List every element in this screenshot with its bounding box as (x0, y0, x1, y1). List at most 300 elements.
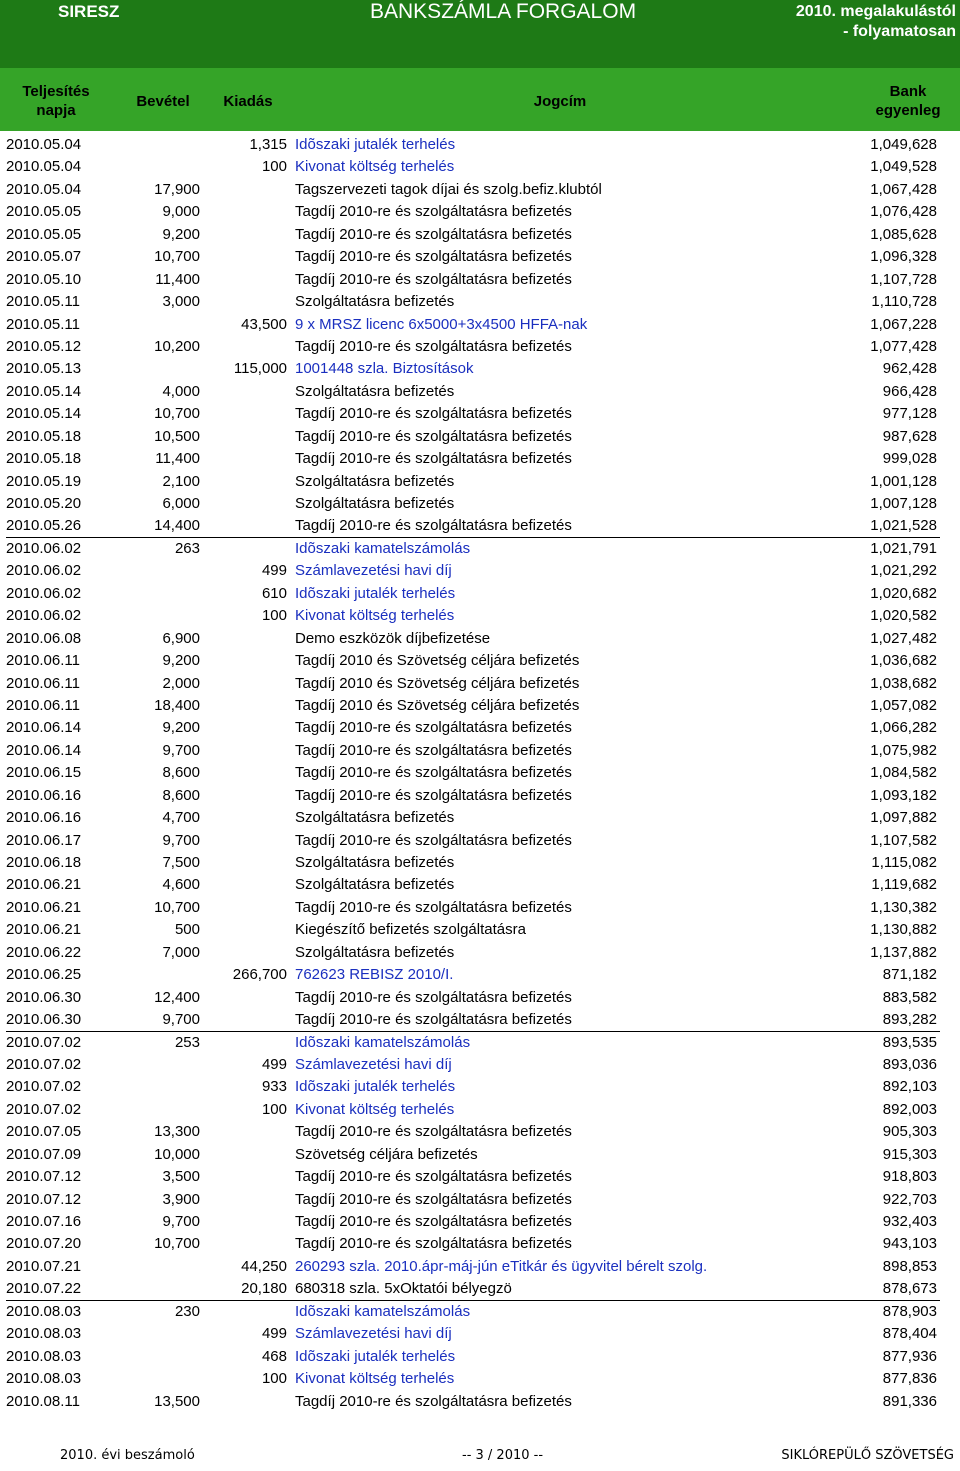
row-balance: 877,936 (882, 1347, 937, 1365)
row-title: Idõszaki kamatelszámolás (295, 539, 471, 557)
row-balance: 1,115,082 (871, 854, 937, 871)
row-title: Idõszaki jutalék terhelés (295, 1078, 456, 1096)
row-date: 2010.06.02 (6, 584, 82, 602)
row-date: 2010.05.14 (6, 382, 82, 400)
row-income: 14,400 (154, 517, 200, 535)
table-row (6, 1166, 940, 1188)
row-income: 3,500 (162, 1168, 200, 1186)
row-date: 2010.06.11 (6, 652, 80, 670)
row-title: Tagdíj 2010-re és szolgáltatásra befizetés (295, 1190, 572, 1208)
row-income: 9,200 (162, 719, 200, 737)
row-title: Tagdíj 2010-re és szolgáltatásra befizetés (295, 405, 572, 423)
row-income: 7,500 (162, 854, 200, 871)
table-row (6, 1144, 940, 1166)
table-row (6, 538, 940, 560)
row-date: 2010.06.08 (6, 629, 82, 647)
row-title: Számlavezetési havi díj (295, 1325, 452, 1343)
row-balance: 1,027,482 (870, 629, 937, 647)
row-date: 2010.05.11 (6, 315, 80, 333)
row-expense: 610 (261, 584, 287, 602)
row-balance: 987,628 (882, 427, 937, 445)
table-row (6, 471, 940, 493)
row-title: Idõszaki kamatelszámolás (295, 1033, 471, 1051)
row-income: 3,000 (162, 293, 200, 311)
table-row (6, 426, 940, 448)
row-title: 1001448 szla. Biztosítások (295, 360, 474, 378)
row-balance: 891,336 (882, 1392, 937, 1410)
row-date: 2010.07.21 (6, 1257, 82, 1275)
table-row (6, 1391, 940, 1413)
row-title: Szolgáltatásra befizetés (295, 293, 455, 311)
row-title: Tagdíj 2010-re és szolgáltatásra befizetés (295, 898, 572, 916)
table-row (6, 628, 940, 650)
row-expense: 100 (261, 607, 287, 625)
row-date: 2010.06.21 (6, 876, 82, 894)
header-income: Bevétel (136, 93, 190, 110)
row-balance: 878,673 (882, 1280, 937, 1298)
table-row (6, 852, 940, 874)
row-balance: 878,404 (882, 1325, 937, 1343)
table-row (6, 1368, 940, 1390)
table-row (6, 673, 940, 695)
row-expense: 1,315 (249, 136, 287, 153)
page-footer (0, 1448, 960, 1470)
row-date: 2010.05.13 (6, 360, 82, 378)
row-balance: 1,085,628 (870, 225, 937, 243)
row-date: 2010.05.18 (6, 450, 82, 468)
table-row (6, 515, 940, 537)
row-title: Tagdíj 2010 és Szövetség céljára befizetés (295, 652, 580, 670)
header-date-line-2: napja (36, 102, 76, 119)
row-date: 2010.07.02 (6, 1078, 82, 1096)
table-row (6, 919, 940, 941)
row-balance: 966,428 (882, 382, 937, 400)
row-date: 2010.06.16 (6, 809, 82, 827)
row-title: Kivonat költség terhelés (295, 1370, 455, 1388)
row-date: 2010.05.05 (6, 225, 82, 243)
transactions-table (6, 134, 940, 1413)
row-balance: 1,084,582 (870, 764, 937, 782)
row-expense: 100 (261, 1100, 287, 1118)
row-date: 2010.05.05 (6, 203, 82, 221)
row-date: 2010.07.02 (6, 1033, 82, 1051)
row-balance: 1,097,882 (870, 809, 937, 827)
row-balance: 893,282 (882, 1011, 937, 1029)
row-title: Szolgáltatásra befizetés (295, 809, 455, 827)
row-balance: 883,582 (882, 988, 937, 1006)
table-row (6, 740, 940, 762)
row-income: 11,400 (155, 450, 200, 468)
row-date: 2010.07.02 (6, 1055, 82, 1073)
table-row (6, 1099, 940, 1121)
row-title: Idõszaki jutalék terhelés (295, 1347, 456, 1365)
row-date: 2010.06.02 (6, 607, 82, 625)
table-row (6, 897, 940, 919)
table-row (6, 1323, 940, 1345)
row-title: Szolgáltatásra befizetés (295, 382, 455, 400)
row-date: 2010.06.30 (6, 1011, 82, 1029)
page-title: BANKSZÁMLA FORGALOM (370, 0, 637, 23)
row-title: 9 x MRSZ licenc 6x5000+3x4500 HFFA-nak (295, 315, 588, 333)
row-date: 2010.06.14 (6, 719, 82, 737)
title-banner (0, 0, 960, 68)
row-title: Szolgáltatásra befizetés (295, 876, 455, 894)
row-balance: 905,303 (882, 1123, 937, 1141)
row-date: 2010.06.11 (6, 674, 80, 692)
row-title: Tagdíj 2010-re és szolgáltatásra befizetés (295, 1123, 572, 1141)
row-balance: 878,903 (882, 1302, 937, 1320)
row-title: Tagdíj 2010-re és szolgáltatásra befizetés (295, 203, 572, 221)
row-expense: 20,180 (241, 1280, 287, 1298)
row-title: Számlavezetési havi díj (295, 1055, 452, 1073)
row-title: Tagdíj 2010-re és szolgáltatásra befizetés (295, 450, 572, 468)
row-date: 2010.05.19 (6, 472, 82, 490)
row-balance: 1,049,628 (870, 136, 937, 153)
row-expense: 43,500 (241, 315, 287, 333)
row-date: 2010.05.04 (6, 158, 82, 176)
row-date: 2010.06.25 (6, 966, 82, 984)
row-title: 260293 szla. 2010.ápr-máj-jún eTitkár és ügyvitel bérelt szolg. (295, 1257, 708, 1275)
row-income: 6,900 (162, 629, 200, 647)
row-title: Tagdíj 2010-re és szolgáltatásra befizetés (295, 1213, 572, 1230)
table-row (6, 762, 940, 784)
row-date: 2010.06.02 (6, 562, 82, 580)
row-income: 10,700 (154, 898, 200, 916)
row-date: 2010.06.16 (6, 786, 82, 804)
row-income: 13,500 (154, 1392, 200, 1410)
row-title: Tagdíj 2010 és Szövetség céljára befizetés (295, 696, 580, 714)
table-row (6, 314, 940, 336)
row-income: 9,200 (162, 652, 200, 670)
row-income: 500 (174, 921, 200, 939)
row-title: Szövetség céljára befizetés (295, 1145, 478, 1163)
row-date: 2010.05.10 (6, 270, 82, 288)
table-row (6, 1211, 940, 1233)
row-income: 9,700 (162, 1213, 200, 1230)
row-balance: 898,853 (882, 1257, 937, 1275)
table-row (6, 942, 940, 964)
table-row (6, 291, 940, 313)
table-row (6, 1301, 940, 1323)
row-date: 2010.07.20 (6, 1235, 82, 1253)
row-date: 2010.08.11 (6, 1392, 80, 1410)
row-balance: 1,038,682 (870, 674, 937, 692)
table-row (6, 1121, 940, 1143)
row-date: 2010.07.22 (6, 1280, 82, 1298)
row-income: 9,700 (162, 741, 200, 759)
row-balance: 1,119,682 (871, 876, 937, 894)
row-balance: 1,076,428 (870, 203, 937, 221)
row-income: 6,000 (162, 495, 200, 512)
row-title: Szolgáltatásra befizetés (295, 472, 455, 490)
row-date: 2010.06.21 (6, 921, 82, 939)
row-balance: 893,036 (882, 1055, 937, 1073)
row-date: 2010.08.03 (6, 1302, 82, 1320)
period-line-2: - folyamatosan (843, 23, 956, 40)
row-date: 2010.08.03 (6, 1370, 82, 1388)
row-income: 10,700 (154, 1235, 200, 1253)
row-date: 2010.06.14 (6, 741, 82, 759)
row-balance: 1,001,128 (870, 472, 937, 490)
row-balance: 1,007,128 (870, 495, 937, 512)
row-income: 10,700 (154, 248, 200, 266)
row-balance: 1,130,382 (870, 898, 937, 916)
table-row (6, 605, 940, 627)
row-balance: 1,020,682 (870, 584, 937, 602)
row-balance: 1,107,728 (870, 270, 937, 288)
footer-page-number: -- 3 / 2010 -- (462, 1448, 544, 1463)
row-balance: 1,021,528 (870, 517, 937, 535)
row-income: 9,700 (162, 1011, 200, 1029)
row-income: 230 (174, 1302, 200, 1320)
row-income: 10,000 (154, 1145, 200, 1163)
row-balance: 1,093,182 (870, 786, 937, 804)
row-balance: 915,303 (882, 1145, 937, 1163)
row-income: 263 (174, 539, 200, 557)
row-expense: 100 (261, 158, 287, 176)
row-balance: 1,067,228 (870, 315, 937, 333)
row-title: Tagdíj 2010-re és szolgáltatásra befizetés (295, 831, 572, 849)
table-row (6, 1278, 940, 1300)
row-income: 2,100 (162, 472, 200, 490)
row-title: Kivonat költség terhelés (295, 607, 455, 625)
row-balance: 922,703 (882, 1190, 937, 1208)
table-row (6, 1009, 940, 1031)
table-row (6, 493, 940, 515)
row-expense: 115,000 (233, 360, 287, 378)
table-row (6, 403, 940, 425)
row-income: 13,300 (154, 1123, 200, 1141)
row-title: Szolgáltatásra befizetés (295, 495, 455, 512)
row-title: Tagdíj 2010-re és szolgáltatásra befizetés (295, 225, 572, 243)
row-date: 2010.07.02 (6, 1100, 82, 1118)
table-row (6, 1346, 940, 1368)
org-name: SIRESZ (58, 2, 120, 21)
row-date: 2010.06.21 (6, 898, 82, 916)
period-label (796, 2, 956, 42)
row-balance: 999,028 (882, 450, 937, 468)
table-row (6, 269, 940, 291)
row-expense: 499 (261, 562, 287, 580)
table-row (6, 224, 940, 246)
table-row (6, 964, 940, 986)
row-date: 2010.06.17 (6, 831, 82, 849)
row-date: 2010.06.18 (6, 854, 82, 871)
row-title: Tagdíj 2010-re és szolgáltatásra befizetés (295, 786, 572, 804)
row-title: Tagdíj 2010-re és szolgáltatásra befizetés (295, 517, 572, 535)
row-balance: 1,036,682 (870, 652, 937, 670)
row-date: 2010.07.05 (6, 1123, 82, 1141)
row-balance: 962,428 (882, 360, 937, 378)
row-title: Tagdíj 2010-re és szolgáltatásra befizetés (295, 337, 572, 355)
row-date: 2010.05.11 (6, 293, 80, 311)
row-balance: 871,182 (882, 966, 937, 984)
row-income: 10,500 (154, 427, 200, 445)
row-income: 8,600 (162, 764, 200, 782)
footer-organization: SIKLÓREPÜLŐ SZÖVETSÉG (781, 1448, 954, 1463)
row-date: 2010.05.07 (6, 248, 82, 266)
row-date: 2010.07.12 (6, 1190, 82, 1208)
table-row (6, 448, 940, 470)
table-row (6, 1233, 940, 1255)
table-row (6, 987, 940, 1009)
row-expense: 499 (261, 1055, 287, 1073)
row-title: Tagdíj 2010-re és szolgáltatásra befizetés (295, 719, 572, 737)
table-row (6, 1032, 940, 1054)
table-row (6, 807, 940, 829)
row-balance: 1,066,282 (870, 719, 937, 737)
table-row (6, 650, 940, 672)
row-title: Tagdíj 2010-re és szolgáltatásra befizetés (295, 741, 572, 759)
header-balance-line-2: egyenleg (875, 102, 941, 119)
table-row (6, 381, 940, 403)
row-expense: 499 (261, 1325, 287, 1343)
row-title: Idõszaki kamatelszámolás (295, 1302, 471, 1320)
table-row (6, 830, 940, 852)
row-title: Kiegészítő befizetés szolgáltatásra (295, 921, 526, 939)
table-row (6, 358, 940, 380)
table-row (6, 1256, 940, 1278)
table-row (6, 785, 940, 807)
row-date: 2010.05.26 (6, 517, 82, 535)
table-row (6, 201, 940, 223)
row-date: 2010.06.22 (6, 943, 82, 961)
row-expense: 266,700 (232, 966, 287, 984)
table-row (6, 156, 940, 178)
row-income: 17,900 (154, 180, 200, 198)
row-expense: 933 (261, 1078, 287, 1096)
row-income: 7,000 (162, 943, 200, 961)
table-row (6, 1054, 940, 1076)
row-balance: 1,057,082 (870, 696, 937, 714)
row-income: 8,600 (162, 786, 200, 804)
row-title: Demo eszközök díjbefizetése (295, 629, 491, 647)
header-title: Jogcím (533, 93, 587, 110)
table-row (6, 717, 940, 739)
row-date: 2010.05.12 (6, 337, 82, 355)
row-balance: 1,021,292 (870, 562, 937, 580)
row-date: 2010.05.04 (6, 180, 82, 198)
row-income: 4,000 (162, 382, 200, 400)
row-date: 2010.05.20 (6, 495, 82, 512)
row-balance: 1,067,428 (870, 180, 937, 198)
row-income: 9,700 (162, 831, 200, 849)
row-date: 2010.05.04 (6, 136, 82, 153)
row-income: 11,400 (155, 270, 200, 288)
row-balance: 977,128 (882, 405, 937, 423)
row-balance: 1,110,728 (871, 293, 937, 311)
row-date: 2010.06.15 (6, 764, 82, 782)
row-balance: 943,103 (882, 1235, 937, 1253)
row-title: Tagdíj 2010-re és szolgáltatásra befizetés (295, 988, 572, 1006)
header-date (6, 82, 106, 120)
row-title: Idõszaki jutalék terhelés (295, 136, 456, 153)
row-title: Tagdíj 2010-re és szolgáltatásra befizetés (295, 1168, 572, 1186)
row-income: 2,000 (162, 674, 200, 692)
row-date: 2010.07.12 (6, 1168, 82, 1186)
row-balance: 1,107,582 (870, 831, 937, 849)
row-title: Tagdíj 2010-re és szolgáltatásra befizetés (295, 1392, 572, 1410)
row-expense: 468 (261, 1347, 287, 1365)
row-income: 12,400 (154, 988, 200, 1006)
row-title: Tagdíj 2010-re és szolgáltatásra befizetés (295, 1235, 572, 1253)
row-title: Tagdíj 2010-re és szolgáltatásra befizetés (295, 764, 572, 782)
footer-report-label: 2010. évi beszámoló (60, 1448, 195, 1463)
row-title: Tagdíj 2010 és Szövetség céljára befizetés (295, 674, 580, 692)
row-title: Tagdíj 2010-re és szolgáltatásra befizetés (295, 248, 572, 266)
table-row (6, 695, 940, 717)
row-balance: 932,403 (882, 1213, 937, 1230)
row-balance: 877,836 (882, 1370, 937, 1388)
row-balance: 1,130,882 (870, 921, 937, 939)
table-row (6, 134, 940, 156)
row-date: 2010.05.18 (6, 427, 82, 445)
row-balance: 918,803 (882, 1168, 937, 1186)
row-balance: 1,096,328 (870, 248, 937, 266)
row-date: 2010.06.30 (6, 988, 82, 1006)
row-balance: 892,103 (882, 1078, 937, 1096)
row-income: 4,700 (162, 809, 200, 827)
table-row (6, 560, 940, 582)
row-title: Idõszaki jutalék terhelés (295, 584, 456, 602)
table-row (6, 1076, 940, 1098)
row-title: Számlavezetési havi díj (295, 562, 452, 580)
row-income: 9,000 (162, 203, 200, 221)
row-balance: 1,137,882 (870, 943, 937, 961)
row-title: Kivonat költség terhelés (295, 158, 455, 176)
row-date: 2010.08.03 (6, 1325, 82, 1343)
table-row (6, 583, 940, 605)
row-balance: 1,075,982 (870, 741, 937, 759)
header-date-line-1: Teljesítés (22, 83, 90, 100)
row-income: 10,700 (154, 405, 200, 423)
row-balance: 1,049,528 (870, 158, 937, 176)
row-balance: 1,020,582 (870, 607, 937, 625)
row-date: 2010.06.11 (6, 696, 80, 714)
row-expense: 44,250 (241, 1257, 287, 1275)
row-balance: 892,003 (882, 1100, 937, 1118)
row-balance: 893,535 (882, 1033, 937, 1051)
row-date: 2010.05.14 (6, 405, 82, 423)
row-date: 2010.06.02 (6, 539, 82, 557)
row-title: 680318 szla. 5xOktatói bélyegzö (295, 1280, 512, 1298)
header-balance (862, 82, 954, 120)
header-balance-line-1: Bank (889, 83, 927, 100)
row-title: Kivonat költség terhelés (295, 1100, 455, 1118)
row-income: 18,400 (154, 696, 200, 714)
row-title: 762623 REBISZ 2010/I. (295, 966, 454, 984)
row-income: 3,900 (162, 1190, 200, 1208)
row-title: Szolgáltatásra befizetés (295, 943, 455, 961)
row-balance: 1,077,428 (870, 337, 937, 355)
row-title: Tagszervezeti tagok díjai és szolg.befiz.klubtól (295, 180, 602, 198)
table-row (6, 246, 940, 268)
row-title: Tagdíj 2010-re és szolgáltatásra befizetés (295, 270, 572, 288)
table-row (6, 874, 940, 896)
row-date: 2010.07.16 (6, 1213, 82, 1230)
row-income: 9,200 (162, 225, 200, 243)
period-line-1: 2010. megalakulástól (795, 3, 956, 20)
table-row (6, 1189, 940, 1211)
row-income: 10,200 (154, 337, 200, 355)
row-income: 4,600 (162, 876, 200, 894)
table-row (6, 179, 940, 201)
row-date: 2010.08.03 (6, 1347, 82, 1365)
row-income: 253 (174, 1033, 200, 1051)
row-title: Tagdíj 2010-re és szolgáltatásra befizetés (295, 1011, 572, 1029)
row-balance: 1,021,791 (870, 539, 937, 557)
header-expense: Kiadás (223, 93, 273, 110)
